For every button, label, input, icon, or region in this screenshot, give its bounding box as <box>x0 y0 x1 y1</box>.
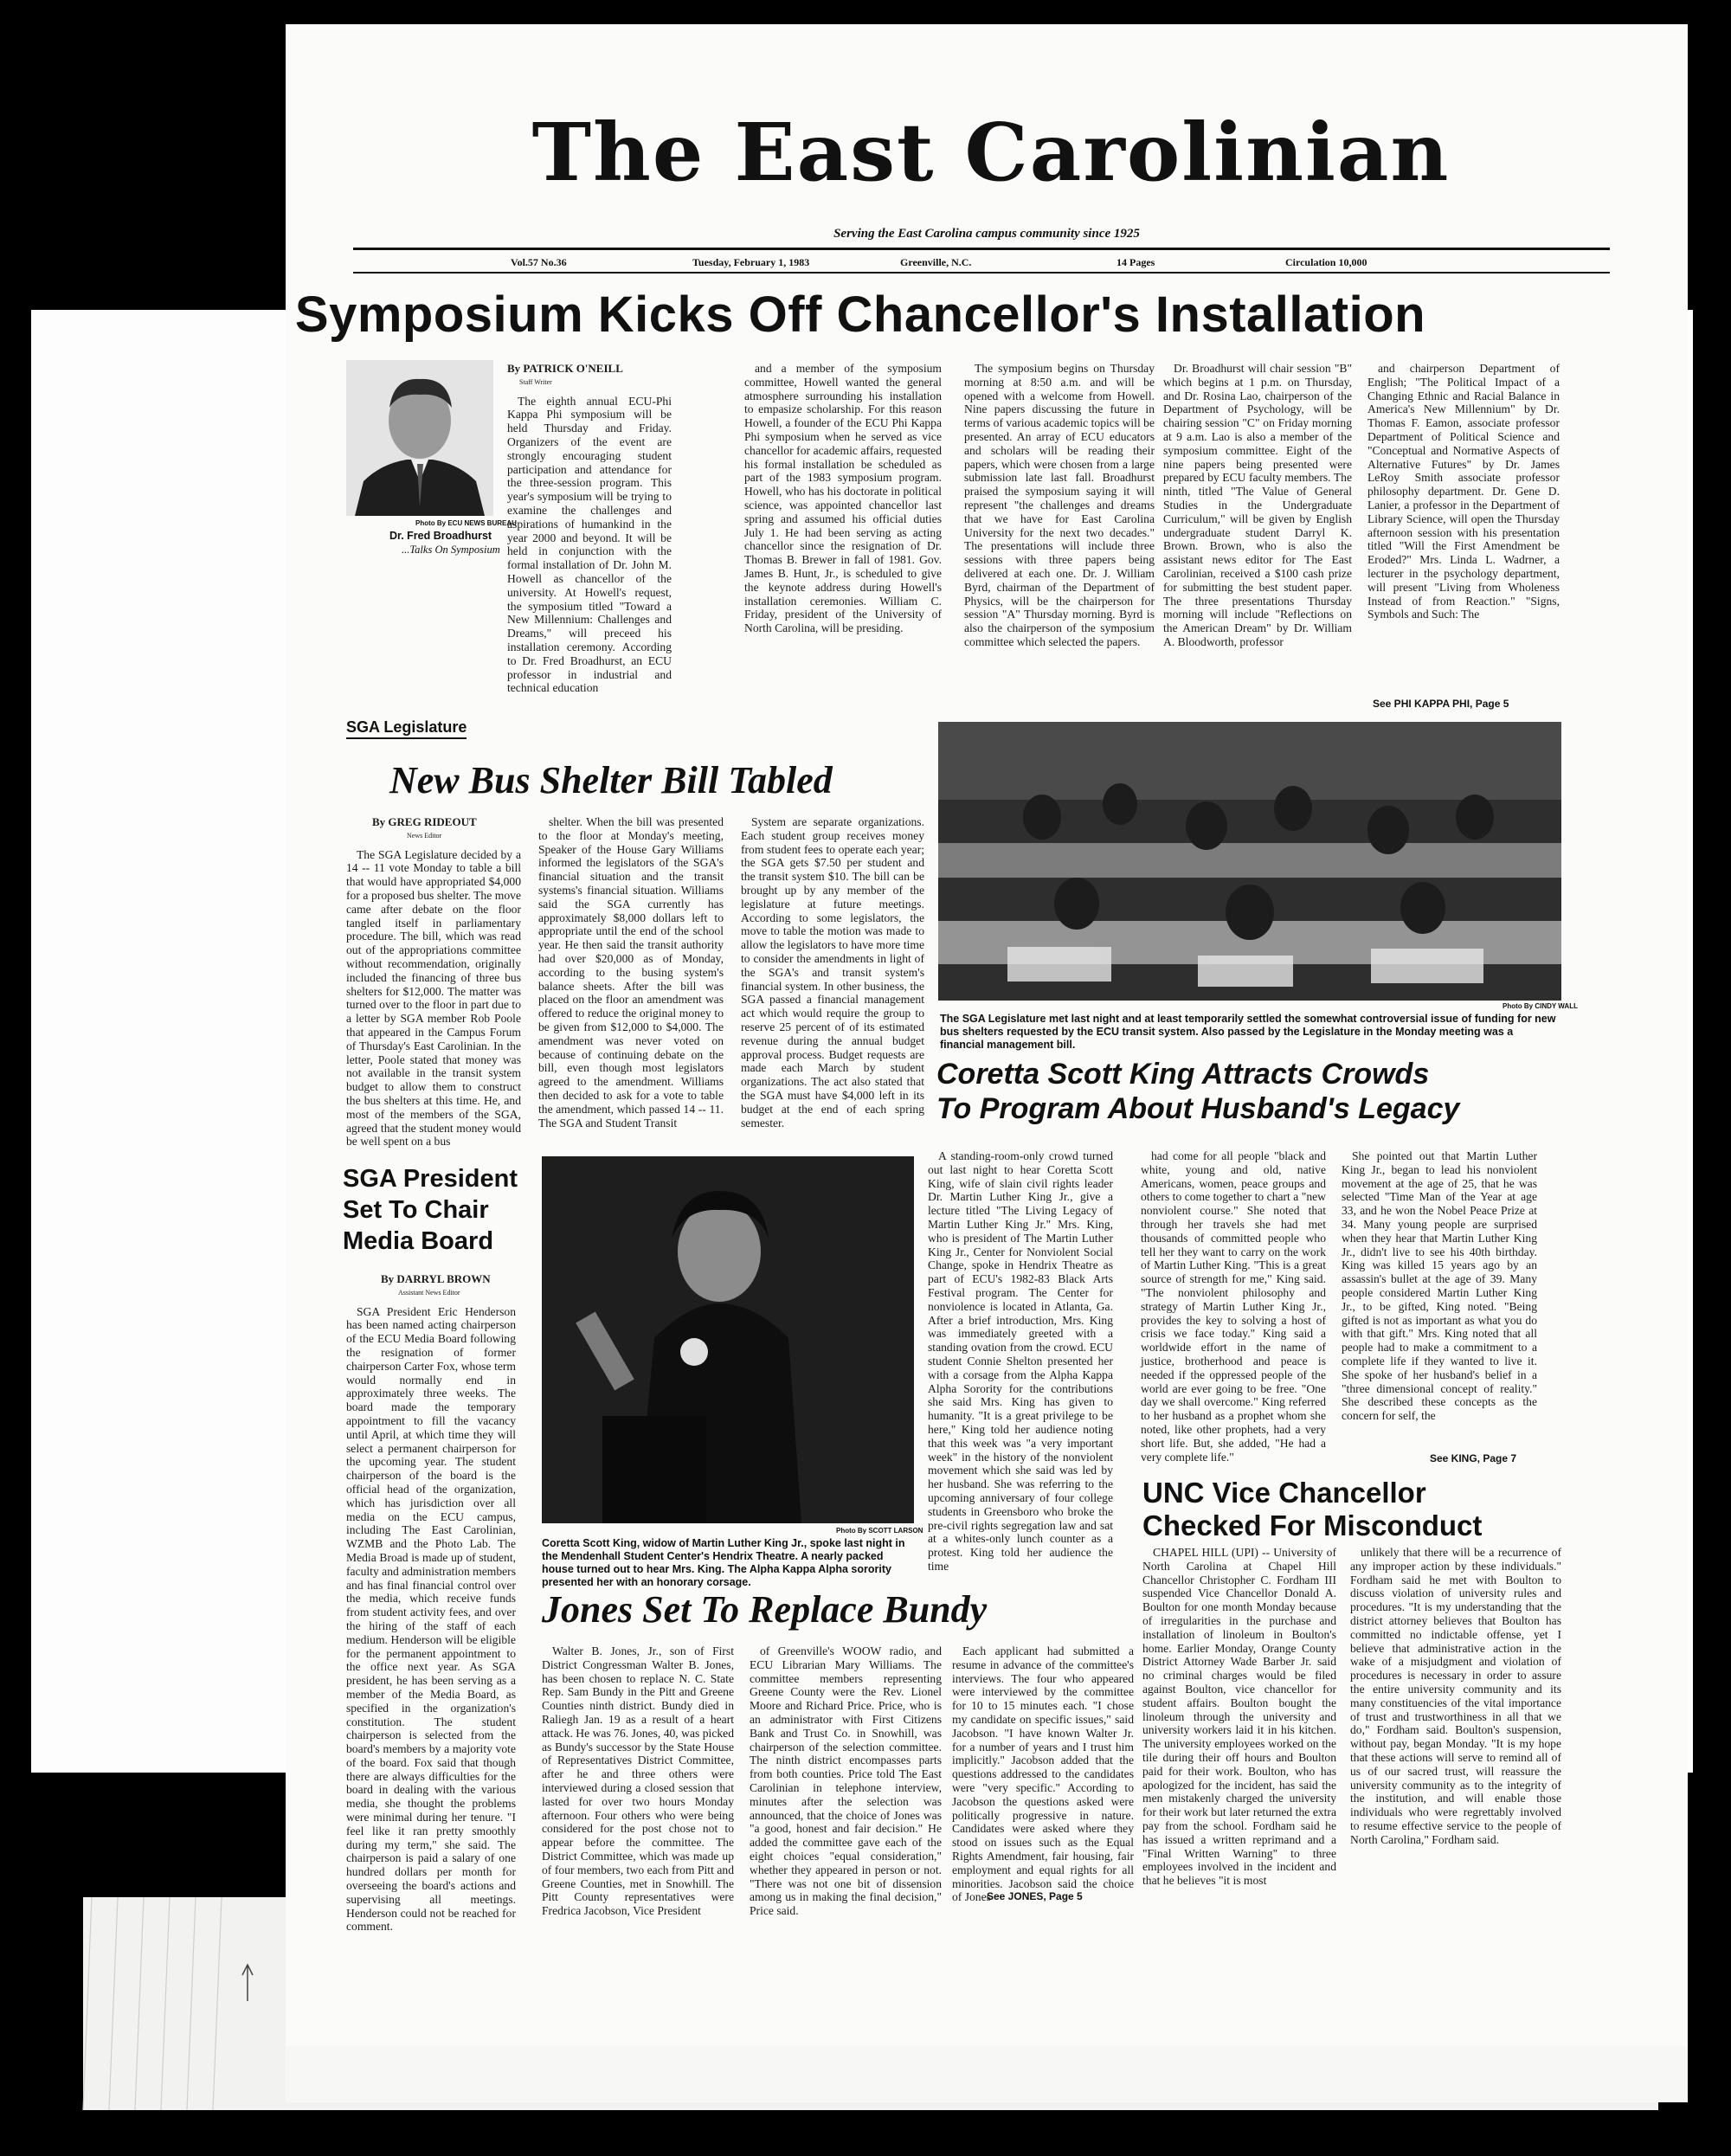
broadhurst-name: Dr. Fred Broadhurst <box>389 530 492 542</box>
sga-meeting-photo <box>938 722 1561 1001</box>
masthead-tagline: Serving the East Carolina campus community since 1925 <box>833 227 1140 241</box>
sga-photo-credit: Photo By CINDY WALL <box>1503 1002 1578 1010</box>
masthead-title: The East Carolinian <box>531 106 1451 199</box>
symposium-headline: Symposium Kicks Off Chancellor's Installation <box>294 286 1426 343</box>
king-col-3 <box>1342 1149 1537 1444</box>
broadhurst-photo <box>346 360 493 516</box>
media-headline-2: Set To Chair <box>343 1196 489 1224</box>
media-headline-3: Media Board <box>343 1227 494 1255</box>
jones-text-2: of Greenville's WOOW radio, and ECU Librarian Mary Williams. The committee members representing Greene County were the Rev. Lionel Moore and Richard Price. Price, who is an administrator with First Citizens Bank and Trust Co. in Snowhill, was chairperson of the selection committee. The ninth district encompasses parts from both counties. Price told The East Carolinian in telephone interview, minutes after the selection was announced, that the choice of Jones was "a good, honest and fair decision." He added the committee gave each of the eight choices "equal consideration," whether they appeared in person or not. "There was not one bit of dissension among us in making the final decision," Price said. <box>750 1644 942 1918</box>
broadhurst-credit: Photo By ECU NEWS BUREAU <box>415 519 517 527</box>
symposium-text-3: The symposium begins on Thursday morning at 8:50 a.m. and will be opened with a welcome from Howell. Nine papers discussing the future in terms of various academic topics will be presented. An array of ECU educators and scholars will be reading their papers, which were chosen from a large submission late last fall. Broadhurst praised the symposium saying it will represent "the challenges and dreams that we have for East Carolina University for the next two decades." The presentations will include three sessions with three papers being delivered at each one. Dr. J. William Byrd, chairman of the Department of Physics, will be the chairperson for session "A" Thursday morning. Byrd is also the chairperson of the symposium committee which selected the papers. <box>964 362 1155 648</box>
media-byline: By DARRYL BROWN <box>381 1272 491 1285</box>
king-headline-1: Coretta Scott King Attracts Crowds <box>936 1058 1430 1091</box>
masthead-circulation: Circulation 10,000 <box>1285 256 1367 268</box>
symposium-col-1 <box>507 362 672 699</box>
jones-headline: Jones Set To Replace Bundy <box>542 1588 988 1631</box>
unc-headline-2: Checked For Misconduct <box>1142 1509 1483 1541</box>
jones-col-2 <box>750 1644 942 1918</box>
bus-byline: By GREG RIDEOUT <box>372 815 477 828</box>
media-headline-1: SGA President <box>343 1165 518 1193</box>
king-see: See KING, Page 7 <box>1430 1452 1517 1464</box>
jones-text-3: Each applicant had submitted a resume in advance of the committee's interviews. The four who appeared were interviewed by the committee for 10 to 15 minutes each. "I chose my candidate on specific issues," said Jacobson. "I have known Walter Jr. for a number of years and I trust him implicitly." Jacobson added that the questions addressed to the candidates were "very specific." According to Jacobson the questions asked were politically progressive in nature. Candidates were asked where they stood on issues such as the Equal Rights Amendment, fair housing, fair employment and equal rights for all minorities. Jacobson said the choice of Jones <box>952 1644 1134 1904</box>
masthead-rule-top <box>353 248 1610 250</box>
bus-text-2: shelter. When the bill was presented to the floor at Monday's meeting, Speaker of the House Gary Williams informed the legislators of the SGA's financial situation and the transit systems's financial situation. Williams said the SGA currently has approximately $8,000 dollars left to appropriate until the end of the school year. He then said the transit authority had over $20,000 as of Monday, according to the busing system's balance sheets. After the bill was placed on the floor an amendment was offered to reduce the original money to be given from $12,000 to $4,000. The amendment was never voted on because of continuing debate on the bill, even though most legislators agreed to the amendment. Williams then decided to ask for a vote to table the amendment, which passed 14 -- 11. The SGA and Student Transit <box>538 815 724 1129</box>
bus-col-2 <box>538 815 724 1155</box>
media-byline-title: Assistant News Editor <box>398 1288 460 1297</box>
symposium-text-2: and a member of the symposium committee, Howell wanted the general atmosphere surrounding his installation to empasize scholarship. For this reason Howell, a founder of the ECU Phi Kappa Phi symposium when he served as vice chancellor for academic affairs, requested his formal installation be scheduled as part of the 1983 symposium program. Howell, who has his doctorate in political science, was appointed chancellor last spring and assumed his official duties July 1. He had been serving as acting chancellor since the resignation of Dr. Thomas B. Brewer in fall of 1981. Gov. James B. Hunt, Jr., is scheduled to give the keynote address during Howell's installation ceremonies. William C. Friday, president of the University of North Carolina, will be presiding. <box>744 362 942 635</box>
symposium-col-4 <box>1163 362 1352 699</box>
sga-photo-caption: The SGA Legislature met last night and at least temporarily settled the somewhat controversial issue of funding for new bus shelters requested by the ECU transit system. Also passed by the Legislature in the Monday meeting was a financial management bill. <box>940 1013 1556 1051</box>
unc-text-1: CHAPEL HILL (UPI) -- University of North Carolina at Chapel Hill Chancellor Christopher C. Fordham III suspended Vice Chancellor Donald A. Boulton for one month Monday because of irregularities in the purchase and installation of linoleum in Boulton's home. Earlier Monday, Orange County District Attorney Wade Barber Jr. said no criminal charges would be filed against Boulton, vice chancellor for student affairs. Boulton bought the linoleum through the university and university workers laid it in his kitchen. The university employees worked on the tile during their off hours and Boulton paid for their work. Boulton, who has apologized for the incident, has said the men mistakenly charged the university for their work but later returned the extra pay from the school. Fordham said he has issued a written reprimand and a "Final Written Warning" to three employees involved in the incident and that he believes "it is most <box>1142 1546 1336 1888</box>
unc-col-1 <box>1142 1546 1336 1888</box>
fold-hatch <box>83 1897 282 2110</box>
symposium-byline: By PATRICK O'NEILL <box>507 362 623 375</box>
symposium-col-2 <box>744 362 942 699</box>
symposium-text-5: and chairperson Department of English; "The Political Impact of a Changing Ethnic and Racial Balance in America's New Millennium" by Dr. Thomas F. Eamon, associate professor Department of Political Science and "Conceptual and Normative Aspects of Alternative Futures" by Dr. James LeRoy Smith associate professor philosophy department. Dr. Gene D. Lanier, a professor in the Department of Library Science, will open the Thursday afternoon session with his presentation titled "Will the First Amendment be Eroded?" Mrs. Linda L. Wadrner, a lecturer in the psychology department, will present "Living from Wholeness Instead of from Reaction." "Signs, Symbols and Such: The <box>1367 362 1560 621</box>
symposium-col-3 <box>964 362 1155 699</box>
page-bottom-shadow <box>286 2046 1688 2102</box>
unc-text-2: unlikely that there will be a recurrence of any improper action by these individuals." Fordham said he met with Boulton to discuss violation of university rules and procedures. "It is my understanding that the district attorney believes that Boulton has committed no indictable offense, yet I believe that administrative action in the wake of a misjudgment and violation of procedures is necessary in order to assure the entire university community and its many constituencies of the vital importance of trust and trustworthiness in all that we do," Fordham said. Boulton's suspension, without pay, began Monday. "It is my hope that these actions will serve to remind all of us of our sacred trust, will reassure the university community as to the integrity of the institution, and will enable those individuals who were regrettably involved to resume effective service to the people of North Carolina," Fordham said. <box>1350 1546 1561 1846</box>
masthead-vol: Vol.57 No.36 <box>511 256 567 268</box>
king-text-1: A standing-room-only crowd turned out last night to hear Coretta Scott King, wife of slain civil rights leader Dr. Martin Luther King Jr., give a lecture titled "The Living Legacy of Martin Luther King Jr." Mrs. King, who is president of The Martin Luther King Jr., Center for Nonviolent Social Change, spoke in Hendrix Theatre as part of ECU's 1982-83 Black Arts Festival program. The Center for nonviolence is located in Atlanta, Ga. After a brief introduction, Mrs. King was immediately greeted with a standing ovation from the crowd. ECU student Connie Shelton presented her with a corsage from the Alpha Kappa Alpha Sorority for the contributions she said Mrs. King has given to humanity. "It is a great privilege to be here," King told her audience noting that this week was "a very important week" in the history of the nonviolent movement which she said was led by her husband. She was referring to the upcoming anniversary of four college students in Greensboro who broke the pre-civil rights segregation law and sat at a whites-only lunch counter as a protest. King told her audience the time <box>928 1149 1113 1573</box>
king-text-3: She pointed out that Martin Luther King Jr., began to lead his nonviolent movement at the age of 25, that he was selected "Time Man of the Year at age 33, and he won the Nobel Peace Prize at 34. Many young people are surprised when they hear that Martin Luther King Jr., didn't live to see his 40th birthday. King was killed 15 years ago by an assassin's bullet at the age of 39. Many people considered Martin Luther King Jr., to be gifted, King noted. "Being gifted is not as important as what you do with that gift." Mrs. King noted that all people had to make a commitment to a complete life if they wanted to live it. She spoke of her husband's belief in a "three dimensional concept of reality." She described these concepts as the concern for self, the <box>1342 1149 1537 1423</box>
king-text-2: had come for all people "black and white, young and old, native Americans, women, peace groups and others to come together to chart a "new nonviolent course." She noted that through her travels she had met thousands of committed people who tell her they want to carry on the work of Martin Luther King. "This is a great source of strength for me," King said. "The nonviolent philosophy and strategy of Martin Luther King Jr., provides the key to solving a host of crisis we face today." King said a worldwide effort in the name of justice, brotherhood and peace is needed if the oppressed people of the world are ever going to be free. "One day we shall overcome." King referred to her husband as a prophet whom she noted, like other prophets, had a very short life. But, she added, "He had a very complete life." <box>1141 1149 1326 1464</box>
king-photo <box>542 1156 914 1523</box>
jones-col-1 <box>542 1644 734 1918</box>
symposium-col-5 <box>1367 362 1560 687</box>
sga-label: SGA Legislature <box>346 718 467 739</box>
symposium-byline-title: Staff Writer <box>519 377 552 386</box>
symposium-text-1: The eighth annual ECU-Phi Kappa Phi symposium will be held Thursday and Friday. Organizers of the event are strongly encouraging student participation and attendance for the three-session program. This year's symposium will be trying to examine the challenges and aspirations of humankind in the year 2000 and beyond. It will be held in conjunction with the formal installation of Dr. John M. Howell as chancellor of the university. At Howell's request, the symposium titled "Toward a New Millennium: Challenges and Dreams," will preceed his installation ceremony. According to Dr. Fred Broadhurst, an ECU professor in industrial and technical education <box>507 394 672 695</box>
king-col-2 <box>1141 1149 1326 1477</box>
king-headline-2: To Program About Husband's Legacy <box>936 1092 1460 1125</box>
masthead-place: Greenville, N.C. <box>900 256 972 268</box>
newspaper-page <box>286 29 1688 2102</box>
king-col-1 <box>928 1149 1113 1573</box>
jones-text-1: Walter B. Jones, Jr., son of First District Congressman Walter B. Jones, has been chosen to replace N. C. State Rep. Sam Bundy in the Pitt and Greene Counties ninth district. Bundy died in Raliegh Jan. 19 as a result of a heart attack. He was 76. Jones, 40, was picked as Bundy's successor by the State House of Representatives District Committee, after he and three others were interviewed during a closed session that lasted for over two hours Monday afternoon. Four others who were being considered for the post chose not to appear before the committee. The District Committee, which was made up of four members, two each from Pitt and Greene Counties, met in Snowhill. The Pitt County representatives were Fredrica Jacobson, Vice President <box>542 1644 734 1918</box>
king-photo-credit: Photo By SCOTT LARSON <box>836 1527 923 1535</box>
masthead-rule-bottom <box>353 272 1610 274</box>
bus-col-3 <box>741 815 924 1155</box>
symposium-see: See PHI KAPPA PHI, Page 5 <box>1373 698 1509 710</box>
king-photo-caption: Coretta Scott King, widow of Martin Luther King Jr., spoke last night in the Mendenhall Student Center's Hendrix Theatre. A nearly packed house turned out to hear Mrs. King. The Alpha Kappa Alpha sorority presented her with an honorary corsage. <box>542 1537 905 1588</box>
symposium-text-4: Dr. Broadhurst will chair session "B" which begins at 1 p.m. on Thursday, and Dr. Rosina Lao, chairperson of the Department of Psychology, will be chairing session "C" on Friday morning at 9 a.m. Lao is also a member of the symposium committee. Eight of the nine papers being presented were prepared by ECU faculty members. The ninth, titled "The Value of General Studies in the Undergraduate Curriculum," will be given by English undergraduate student Darryl K. Brown. Brown, who is also the assistant news editor for The East Carolinian, received a $100 cash prize for submitting the best student paper. The three presentations Thursday morning will include "Reflections on the American Dream" by Dr. William A. Bloodworth, professor <box>1163 362 1352 648</box>
media-col <box>346 1272 516 1934</box>
bus-text-3: System are separate organizations. Each student group receives money from student fees to operate each year; the SGA gets $7.50 per student and the transit system $10. The bill can be brought up by any member of the legislature at future meetings. According to some legislators, the move to table the motion was made to allow the legislators to have more time to consider the amendments in light of the SGA's and transit system's financial system. In other business, the SGA passed a financial management act which would require the group to reserve 25 percent of of its estimated revenue during the annual budget approval process. Budget requests are made each March by student organizations. The act also stated that the SGA must have $4,000 left in its budget at the end of each spring semester. <box>741 815 924 1129</box>
bus-text-1: The SGA Legislature decided by a 14 -- 11 vote Monday to table a bill that would have appropriated $4,000 for a proposed bus shelter. The move came after debate on the floor tangled itself in parliamentary procedure. The bill, which was read out of the appropriations committee without recommendation, originally included the financing of three bus shelters for $12,000. The matter was turned over to the floor in part due to a letter by SGA member Rob Poole that appeared in the Campus Forum of Thursday's East Carolinian. In the letter, Poole stated that money was not available in the transit system budget to allow them to construct the bus shelters at this time. He, and most of the members of the SGA, agreed that the student money would be well spent on a bus <box>346 847 521 1149</box>
bus-byline-title: News Editor <box>407 831 442 840</box>
bus-headline: New Bus Shelter Bill Tabled <box>389 759 833 801</box>
jones-see: See JONES, Page 5 <box>987 1890 1083 1902</box>
unc-headline-1: UNC Vice Chancellor <box>1142 1477 1426 1509</box>
masthead-pages: 14 Pages <box>1116 256 1155 268</box>
masthead-date: Tuesday, February 1, 1983 <box>692 256 810 268</box>
media-text: SGA President Eric Henderson has been named acting chairperson of the ECU Media Board following the resignation of former chairperson Carter Fox, whose term would normally end in approximately three weeks. The board made the temporary appointment to fill the vacancy until April, at which time they will select a permanent chairperson for the upcoming year. The student chairperson of the board is the official head of the organization, which has jurisdiction over all media on the ECU campus, including The East Carolinian, WZMB and the Photo Lab. The Media Broad is made up of student, faculty and administration members and has final financial control over the media, which receive funds from student activity fees, and over the hiring of the staff of each medium. Henderson will be eligible for the permanent appointment to the office next year. As SGA president, he has been serving as a member of the Media Board, as specified in the organization's constitution. The student chairperson is selected from the board's members by a majority vote of the board. Fox said that though there are always difficulties for the board in dealing with the various media, she thought the problems were minimal during her tenure. "I feel like it ran pretty smoothly during my term," she said. The chairperson is paid a salary of one hundred dollars per month for overseeing the board's actions and supervising all meetings. Henderson could not be reached for comment. <box>346 1304 516 1934</box>
unc-col-2 <box>1350 1546 1561 1868</box>
bus-col-1 <box>346 815 521 1155</box>
broadhurst-subtitle: ...Talks On Symposium <box>402 544 500 556</box>
